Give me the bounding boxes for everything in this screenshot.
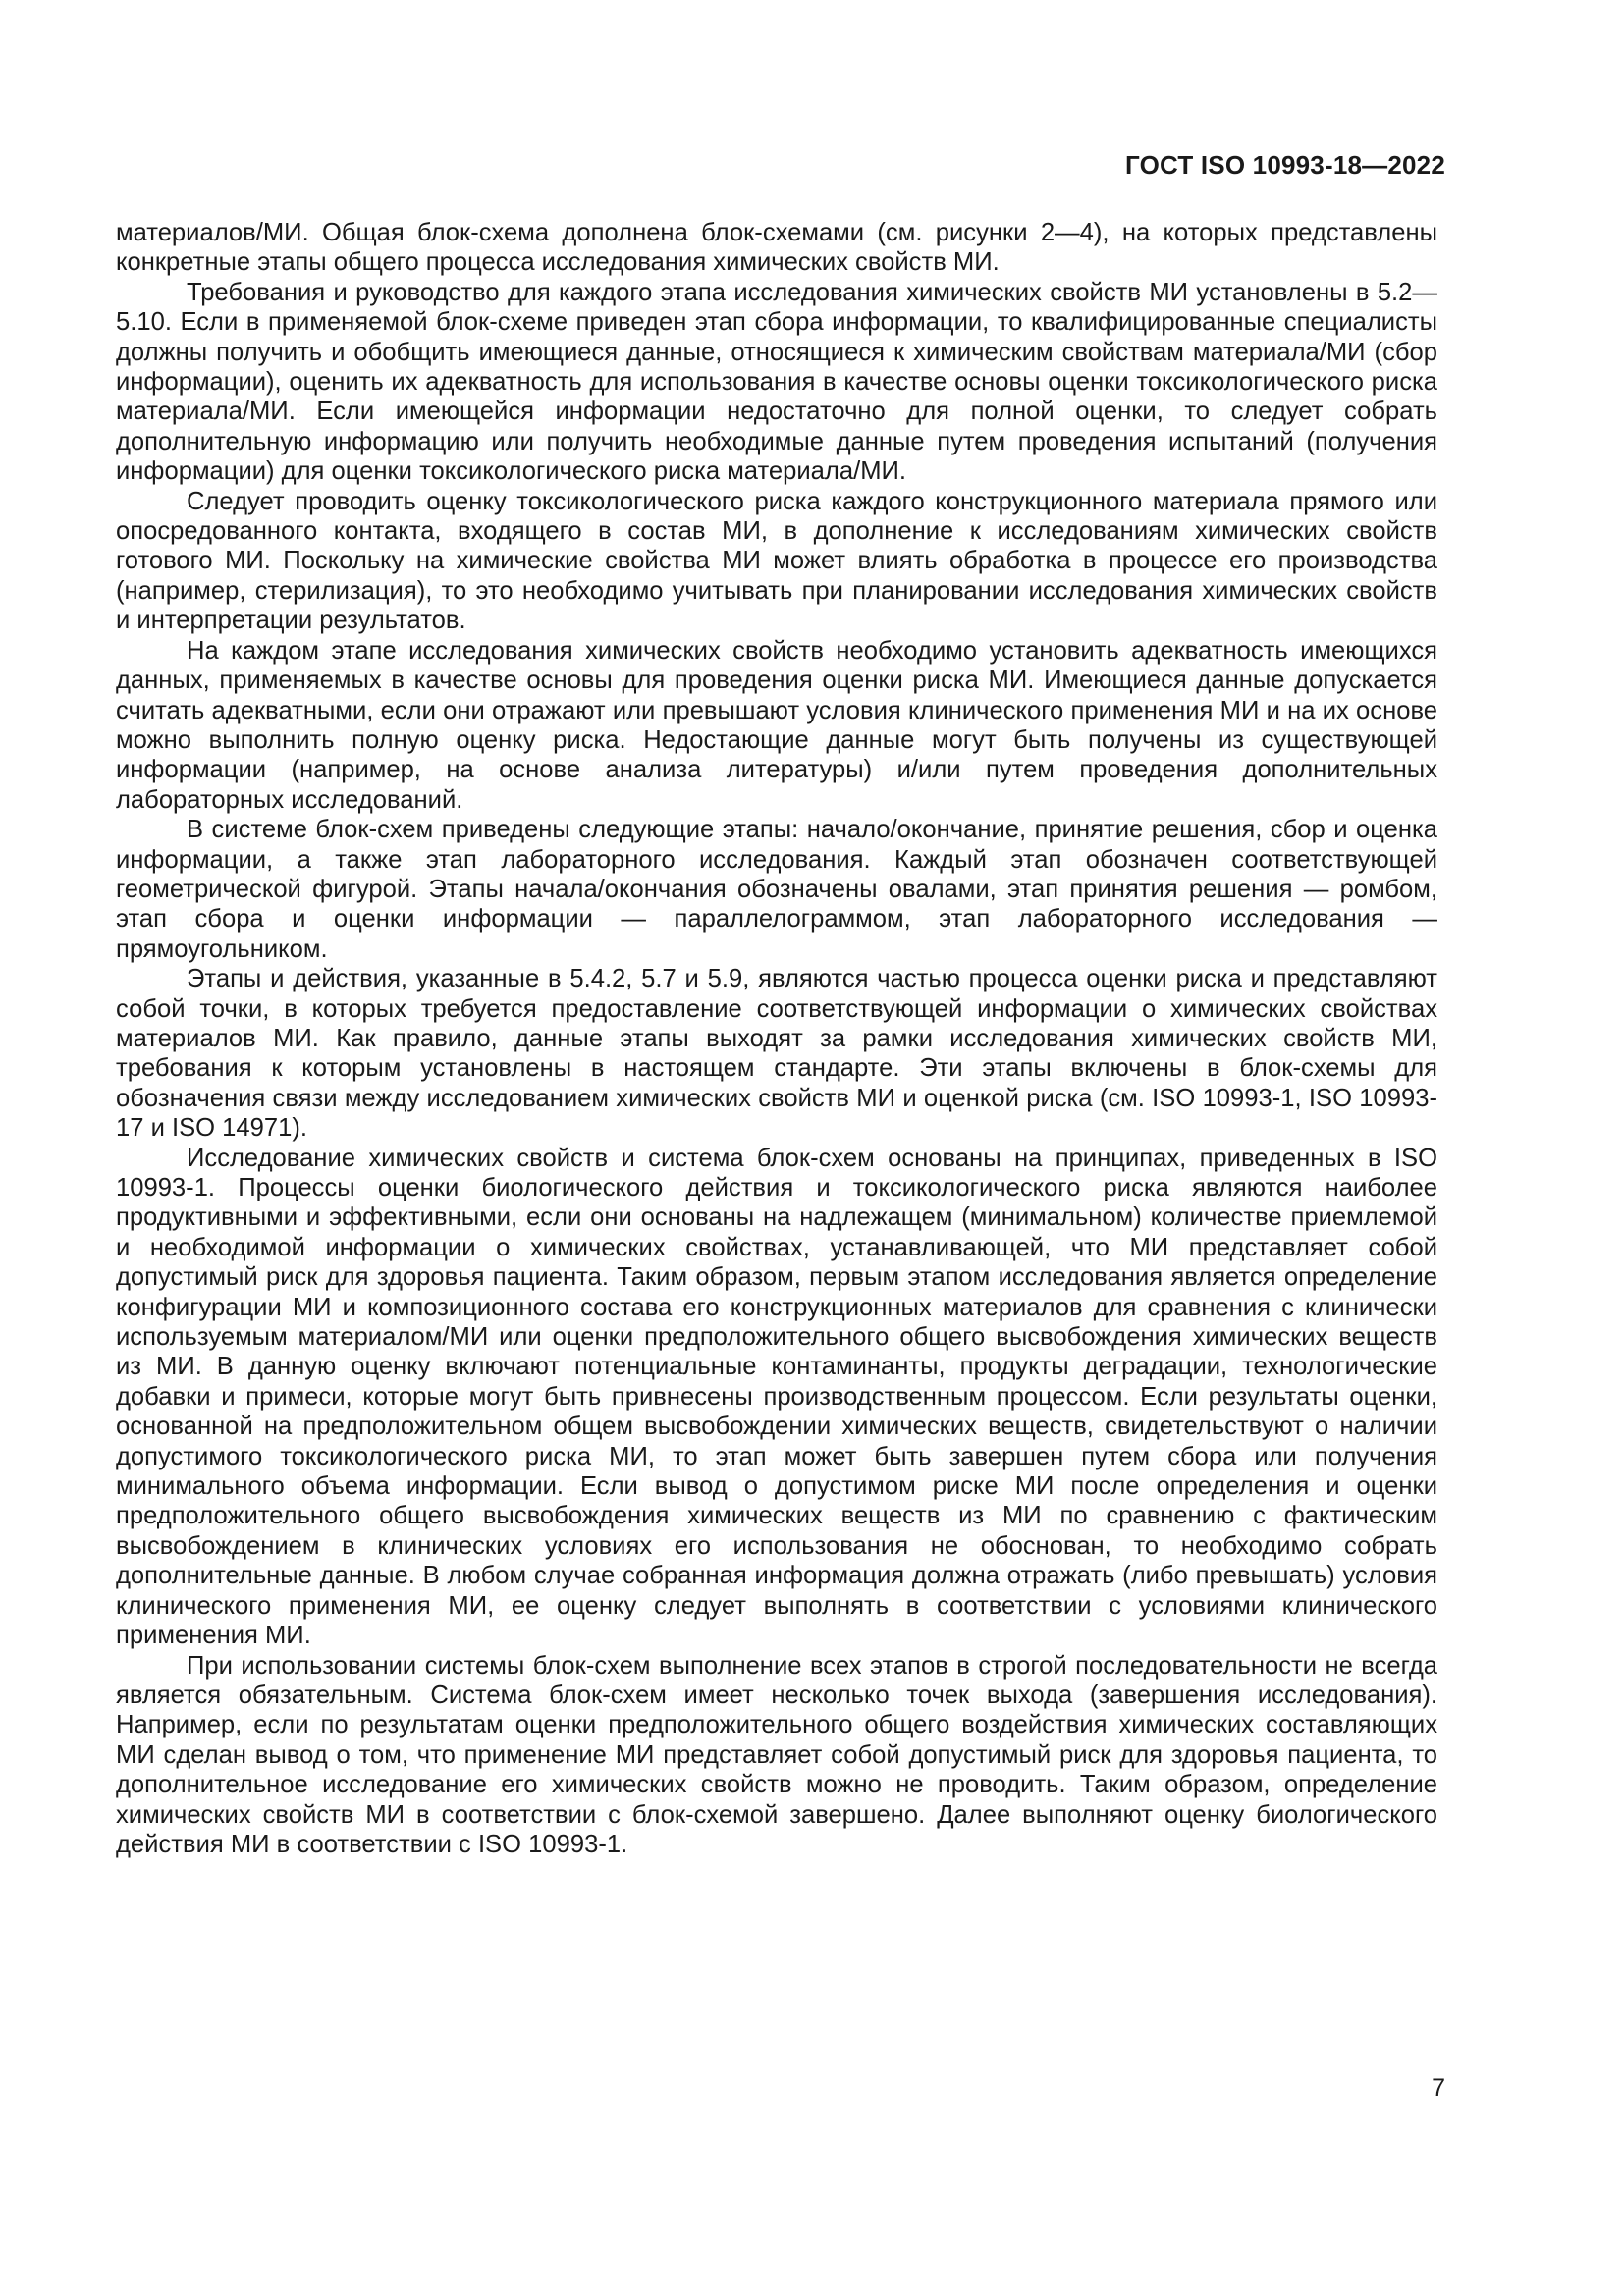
paragraph-data-adequacy: На каждом этапе исследования химических свойств необходимо установить адекватность имеющихся данных, применяемых в качестве основы для проведения оценки риска МИ. Имеющиеся данные допускается считать адекватными, если они отражают или превышают условия клинического применения МИ и на их основе можно выполнить полную оценку риска. Недостающие данные могут быть получены из существующей информации (например, на основе анализа литературы) и/или путем проведения дополнительных лабораторных исследований. bbox=[116, 636, 1437, 814]
paragraph-toxicological-risk: Следует проводить оценку токсикологического риска каждого конструкционного материала прямого или опосредованного контакта, входящего в состав МИ, в дополнение к исследованиям химических свойств готового МИ. Поскольку на химические свойства МИ может влиять обработка в процессе его производства (например, стерилизация), то это необходимо учитывать при планировании исследования химических свойств и интерпретации результатов. bbox=[116, 487, 1437, 635]
standard-id-header: ГОСТ ISO 10993-18—2022 bbox=[1125, 150, 1445, 180]
body-text bbox=[116, 218, 1437, 1859]
paragraph-flowchart-steps: В системе блок-схем приведены следующие этапы: начало/окончание, принятие решения, сбор и оценка информации, а также этап лабораторного исследования. Каждый этап обозначен соответствующей геометрической фигурой. Этапы начала/окончания обозначены овалами, этап принятия решения — ромбом, этап сбора и оценки информации — параллелограммом, этап лабораторного исследования — прямоугольником. bbox=[116, 816, 1437, 963]
paragraph-principles: Исследование химических свойств и система блок-схем основаны на принципах, приведенных в ISO 10993-1. Процессы оценки биологического действия и токсикологического риска являются наиболее продуктивными и эффективными, если они основаны на надлежащем (минимальном) количестве приемлемой и необходимой информации о химических свойствах, устанавливающей, что МИ представляет собой допустимый риск для здоровья пациента. Таким образом, первым этапом исследования является определение конфигурации МИ и композиционного состава его конструкционных материалов для сравнения с клинически используемым материалом/МИ или оценки предположительного общего высвобождения химических веществ из МИ. В данную оценку включают потенциальные контаминанты, продукты деградации, технологические добавки и примеси, которые могут быть привнесены производственным процессом. Если результаты оценки, основанной на предположительном общем высвобождении химических веществ, свидетельствуют о наличии допустимого токсикологического риска МИ, то этап может быть завершен путем сбора или получения минимального объема информации. Если вывод о допустимом риске МИ после определения и оценки предположительного общего высвобождения химических веществ из МИ по сравнению с фактическим высвобождением в клинических условиях его использования не обоснован, то необходимо собрать дополнительные данные. В любом случае собранная информация должна отражать (либо превышать) условия клинического применения МИ, ее оценку следует выполнять в соответствии с условиями клинического применения МИ. bbox=[116, 1144, 1437, 1650]
paragraph-risk-assessment-steps: Этапы и действия, указанные в 5.4.2, 5.7 и 5.9, являются частью процесса оценки риска и представляют собой точки, в которых требуется предоставление соответствующей информации о химических свойствах материалов МИ. Как правило, данные этапы выходят за рамки исследования химических свойств МИ, требования к которым установлены в настоящем стандарте. Эти этапы включены в блок-схемы для обозначения связи между исследованием химических свойств МИ и оценкой риска (см. ISO 10993-1, ISO 10993-17 и ISO 14971). bbox=[116, 965, 1437, 1143]
paragraph-requirements: Требования и руководство для каждого этапа исследования химических свойств МИ установлены в 5.2—5.10. Если в применяемой блок-схеме приведен этап сбора информации, то квалифицированные специалисты должны получить и обобщить имеющиеся данные, относящиеся к химическим свойствам материала/МИ (сбор информации), оценить их адекватность для использования в качестве основы оценки токсикологического риска материала/МИ. Если имеющейся информации недостаточно для полной оценки, то следует собрать дополнительную информацию или получить необходимые данные путем проведения испытаний (получения информации) для оценки токсикологического риска материала/МИ. bbox=[116, 278, 1437, 486]
paragraph-exit-points: При использовании системы блок-схем выполнение всех этапов в строгой последовательности не всегда является обязательным. Система блок-схем имеет несколько точек выхода (завершения исследования). Например, если по результатам оценки предположительного общего воздействия химических составляющих МИ сделан вывод о том, что применение МИ представляет собой допустимый риск для здоровья пациента, то дополнительное исследование его химических свойств можно не проводить. Таким образом, определение химических свойств МИ в соответствии с блок-схемой завершено. Далее выполняют оценку биологического действия МИ в соответствии с ISO 10993-1. bbox=[116, 1651, 1437, 1858]
page-number: 7 bbox=[1432, 2074, 1445, 2102]
paragraph-continuation: материалов/МИ. Общая блок-схема дополнена блок-схемами (см. рисунки 2—4), на которых представлены конкретные этапы общего процесса исследования химических свойств МИ. bbox=[116, 219, 1437, 277]
